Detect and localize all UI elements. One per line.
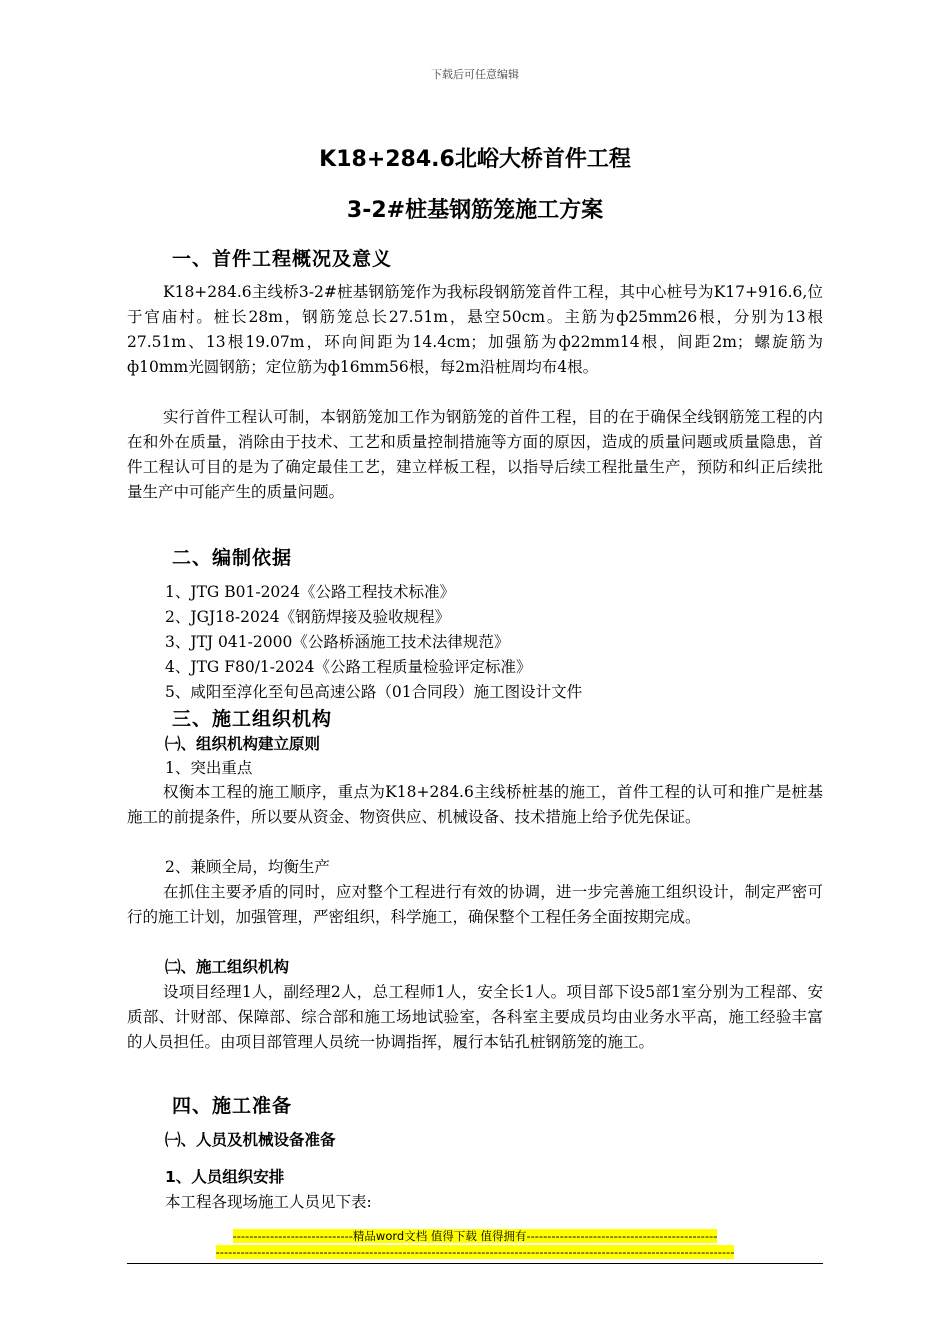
footer-banner-line2 xyxy=(0,1245,950,1259)
section1-paragraph-overview: K18+284.6主线桥3-2#桩基钢筋笼作为我标段钢筋笼首件工程，其中心桩号为K17+916.6,位于官庙村。桩长28m，钢筋笼总长27.51m，悬空50cm。主筋为ф25mm26根，分别为13根27.51m、13根19.07m，环向间距为14.4cm；加强筋为ф22mm14根，间距2m；螺旋筋为ф10mm光圆钢筋；定位筋为ф16mm56根，每2m沿桩周均布4根。 xyxy=(127,283,823,376)
principle-1-text: 权衡本工程的施工顺序，重点为K18+284.6主线桥桩基的施工，首件工程的认可和推广是桩基施工的前提条件，所以要从资金、物资供应、机械设备、技术措施上给予优先保证。 xyxy=(127,783,823,826)
reference-item-5: 5、咸阳至淳化至旬邑高速公路（01合同段）施工图设计文件 xyxy=(165,683,583,701)
principle-2-label: 2、兼顾全局，均衡生产 xyxy=(165,858,330,876)
reference-item-2: 2、JGJ18-2024《钢筋焊接及验收规程》 xyxy=(165,608,451,626)
reference-item-3: 3、JTJ 041-2000《公路桥涵施工技术法律规范》 xyxy=(165,633,510,651)
principle-1-label: 1、突出重点 xyxy=(165,759,253,777)
document-title: K18+284.6北峪大桥首件工程 xyxy=(319,147,631,172)
footer-banner-text: -----------------------------精品word文档 值得下载 值得拥有---------------------------------------------- xyxy=(232,1229,718,1243)
footer-banner-dashes: ----------------------------------------------------------------------------------------------------------------------------- xyxy=(215,1245,735,1259)
reference-item-4: 4、JTG F80/1-2024《公路工程质量检验评定标准》 xyxy=(165,658,532,676)
personnel-heading: 1、人员组织安排 xyxy=(165,1168,285,1186)
footer-divider xyxy=(127,1263,823,1264)
header-note: 下载后可任意编辑 xyxy=(431,68,519,81)
personnel-text: 本工程各现场施工人员见下表: xyxy=(165,1193,372,1211)
section4-heading: 四、施工准备 xyxy=(172,1095,293,1117)
section1-heading: 一、首件工程概况及意义 xyxy=(172,248,393,270)
section3-heading: 三、施工组织机构 xyxy=(172,708,333,730)
section2-heading: 二、编制依据 xyxy=(172,547,293,569)
document-subtitle: 3-2#桩基钢筋笼施工方案 xyxy=(346,198,604,223)
section1-paragraph-purpose: 实行首件工程认可制，本钢筋笼加工作为钢筋笼的首件工程，目的在于确保全线钢筋笼工程的内在和外在质量，消除由于技术、工艺和质量控制措施等方面的原因，造成的质量问题或质量隐患，首件工程认可目的是为了确定最佳工艺，建立样板工程，以指导后续工程批量生产，预防和纠正后续批量生产中可能产生的质量问题。 xyxy=(127,408,823,501)
section3-sub2-heading: ㈡、施工组织机构 xyxy=(165,958,290,976)
organization-text: 设项目经理1人，副经理2人，总工程师1人，安全长1人。项目部下设5部1室分别为工程部、安质部、计财部、保障部、综合部和施工场地试验室，各科室主要成员均由业务水平高，施工经验丰富的人员担任。由项目部管理人员统一协调指挥，履行本钻孔桩钢筋笼的施工。 xyxy=(127,983,823,1051)
reference-item-1: 1、JTG B01-2024《公路工程技术标准》 xyxy=(165,583,456,601)
footer-banner-line1 xyxy=(0,1228,950,1244)
section3-sub1-heading: ㈠、组织机构建立原则 xyxy=(165,735,321,753)
section4-sub1-heading: ㈠、人员及机械设备准备 xyxy=(165,1131,336,1149)
principle-2-text: 在抓住主要矛盾的同时，应对整个工程进行有效的协调，进一步完善施工组织设计，制定严密可行的施工计划，加强管理，严密组织，科学施工，确保整个工程任务全面按期完成。 xyxy=(127,883,823,926)
